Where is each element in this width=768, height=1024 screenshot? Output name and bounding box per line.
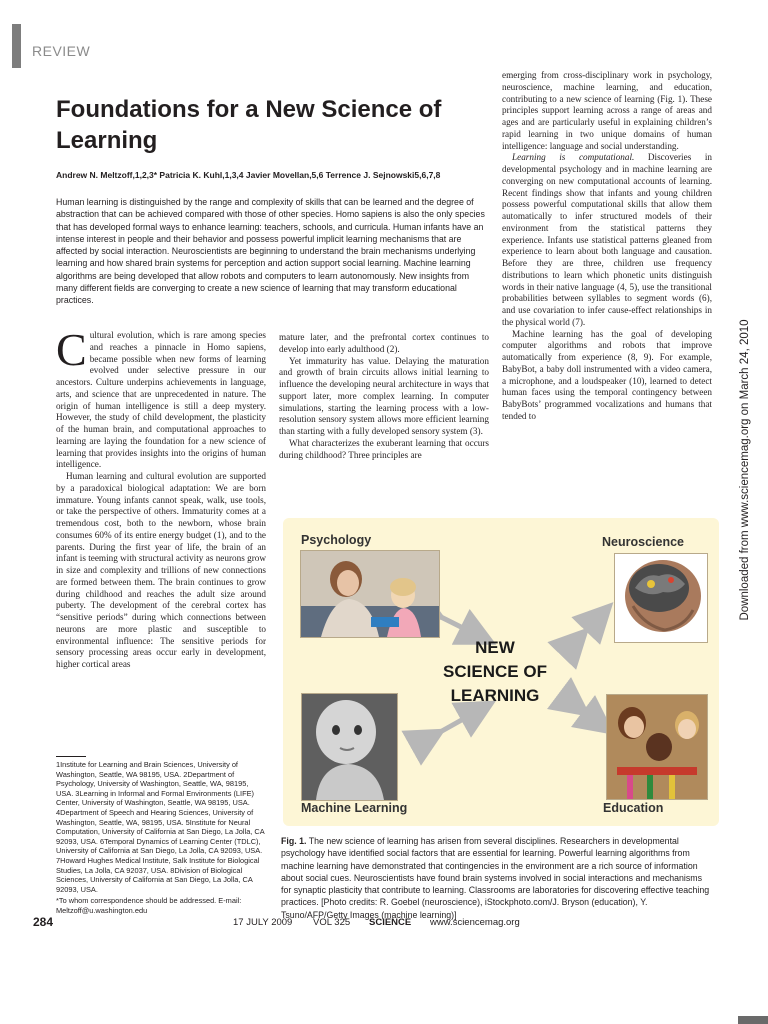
paragraph: mature later, and the prefrontal cortex continues to develop into early adulthood (2). (279, 332, 489, 354)
footer-journal: SCIENCE (369, 917, 412, 928)
body-column-1 (56, 324, 266, 671)
body-column-2 (279, 332, 489, 461)
corner-mark (738, 1016, 768, 1024)
label-neuroscience: Neuroscience (602, 535, 684, 549)
download-note (735, 290, 755, 650)
author-list: Andrew N. Meltzoff,1,2,3* Patricia K. Kuhl,1,3,4 Javier Movellan,5,6 Terrence J. Sejnowski5,6,7,8 (56, 170, 441, 180)
drop-cap: C (56, 324, 87, 375)
paragraph: ultural evolution, which is rare among species and reaches a pinnacle in Homo sapiens, became possible when new forms of learning evolved under selective pressure in our ancestors. Culture underpins achievements in language, arts, and science that are unprecedented in nature. The origin of human intelligence is still a deep mystery. However, the study of child development, the plasticity of the human brain, and computational approaches to learning are laying the foundation for a new science of learning that provides insights into the origins of human intelligence. (56, 330, 266, 470)
article-title: Foundations for a New Science of Learning (56, 96, 442, 154)
section-label: REVIEW (32, 43, 91, 59)
affiliations: 1Institute for Learning and Brain Sciences, University of Washington, Seattle, WA 98195, USA. 2Department of Psychology, University of Washington, Seattle, WA, 98195, USA. 3Learning in Informal and Formal Environments (LIFE) Center, University of Washington, Seattle, WA 98195, USA. 4Department of Speech and Hearing Sciences, University of Washington, Seattle, WA, 98195, USA. 5Institute for Neural Computation, University of California at San Diego, La Jolla, CA 92093, USA. 6Temporal Dynamics of Learning Center (TDLC), University of California at San Diego, La Jolla, CA 92093, USA. 7Howard Hughes Medical Institute, Salk Institute for Biological Studies, La Jolla, CA 92037, USA. 8Division of Biological Sciences, University of California at San Diego, La Jolla, CA 92093, USA. (56, 760, 265, 894)
paragraph: What characterizes the exuberant learning that occurs during childhood? Three principles are (279, 437, 489, 460)
arrow-education (579, 708, 603, 726)
label-psychology: Psychology (301, 533, 372, 547)
photo-education (606, 694, 708, 800)
arrow-psychology (433, 613, 483, 638)
figure-center-title (430, 636, 560, 708)
download-suffix: on March 24, 2010 (739, 319, 751, 419)
page-number: 284 (33, 915, 54, 929)
center-line-3: LEARNING (450, 686, 540, 705)
paragraph: Human learning and cultural evolution are supported by a paradoxical biological adaptation: We are born immature. Young infants cannot speak, walk, use tools, or take the perspective of others. Immaturity comes at a tremendous cost, both to the newborn, whose brain consumes 60% of its entire energy budget (1), and to the parents. During the first year of life, the brain of an infant is teeming with structural activity as neurons grow in size and complexity and trillions of new connections are formed between them. The brain continues to grow during childhood and reaches the adult size around puberty. The development of the cerebral cortex has “sensitive periods” during which connections between neurons are more plastic and susceptible to environmental influence: The sensitive periods for sensory processing areas occur early in development, higher cortical areas (56, 471, 266, 669)
footer-url[interactable]: www.sciencemag.org (430, 917, 520, 928)
section-marker (12, 24, 21, 68)
abstract: Human learning is distinguished by the range and complexity of skills that can be learned and the degree of abstraction that can be achieved compared with those of other species. Homo sapiens is also the only species that has developed formal ways to enhance learning: teachers, schools, and curricula. Human infants have an intense interest in people and their behavior and possess powerful implicit learning mechanisms that are affected by social interaction. Neuroscientists are beginning to understand the brain mechanisms underlying learning and how shared brain systems for perception and action support social learning. Machine learning algorithms are being developed that allow robots and computers to learn autonomously. New insights from many different fields are converging to create a new science of learning that may transform educational practices. (56, 197, 485, 306)
center-line-2: SCIENCE OF (443, 662, 547, 681)
download-prefix: Downloaded from (739, 527, 751, 621)
paragraph-lead: Learning is computational. (512, 152, 635, 163)
arrow-neuroscience (579, 613, 603, 638)
label-machine-learning: Machine Learning (301, 801, 408, 815)
center-line-1: NEW (475, 638, 515, 657)
photo-machine-learning (301, 693, 398, 801)
photo-psychology (300, 550, 440, 638)
paragraph: Yet immaturity has value. Delaying the maturation and growth of brain circuits allows initial learning to influence the developing neural architecture in ways that support later, more complex learning. In computer simulations, starting the learning process with a low-resolution sensory system allows more efficient learning than starting with a fully developed sensory system (3). (279, 355, 489, 436)
figure-caption (281, 835, 713, 921)
correspondence-note: *To whom correspondence should be addressed. E-mail: Meltzoff@u.washington.edu (56, 896, 242, 915)
footnotes (56, 760, 266, 918)
paragraph: Discoveries in developmental psychology and in machine learning are converging on new computational accounts of learning. Recent findings show that infants and young children possess powerful computational skills that allow them automatically to infer structured models of their environment from the statistical patterns they experience. Infants use statistical patterns gleaned from experience to learn about both language and causation. Before they are three, children use frequency distributions to learn which phonetic units distinguish words in their native language (4, 5), use the transitional probabilities between syllables to segment words (6), and use covariation to infer cause-effect relationships in the physical world (7). (502, 152, 712, 327)
footer-date: 17 JULY 2009 (233, 917, 293, 928)
paragraph: emerging from cross-disciplinary work in psychology, neuroscience, machine learning, and education, contributing to a new science of learning (Fig. 1). These principles support learning across a range of areas and ages and are particularly useful in explaining children’s rapid learning in two unique domains of human intelligence: language and social understanding. (502, 70, 712, 151)
paragraph: Machine learning has the goal of developing computer algorithms and robots that improve automatically from experience (8, 9). For example, BabyBot, a baby doll instrumented with a video camera, a microphone, and a loudspeaker (10), learned to detect human faces using the temporal contingency between BabyBots’ programmed vocalizations and humans that tended to (502, 328, 712, 421)
caption-text: The new science of learning has arisen from several disciplines. Researchers in developmental psychology have identified social factors that are essential for learning. Powerful learning algorithms from machine learning have demonstrated that contingencies in the environment are a rich source of information about social cues. Neuroscientists have found brain systems involved in social interactions and mechanisms for synaptic plasticity that contribute to learning. Classrooms are laboratories for discovering effective teaching practices. [Photo credits: R. Goebel (neuroscience), iStockphoto.com/J. Bryson (education), Y. Tsuno/AFP/Getty Images (machine learning)] (281, 836, 710, 920)
photo-neuroscience (614, 553, 708, 643)
footer-volume: VOL 325 (313, 917, 351, 928)
body-column-3 (502, 70, 712, 423)
download-link[interactable]: www.sciencemag.org (739, 418, 751, 528)
caption-label: Fig. 1. (281, 836, 307, 846)
label-education: Education (603, 801, 664, 815)
footnote-rule (56, 756, 86, 757)
arrow-machine-learning (433, 708, 483, 736)
